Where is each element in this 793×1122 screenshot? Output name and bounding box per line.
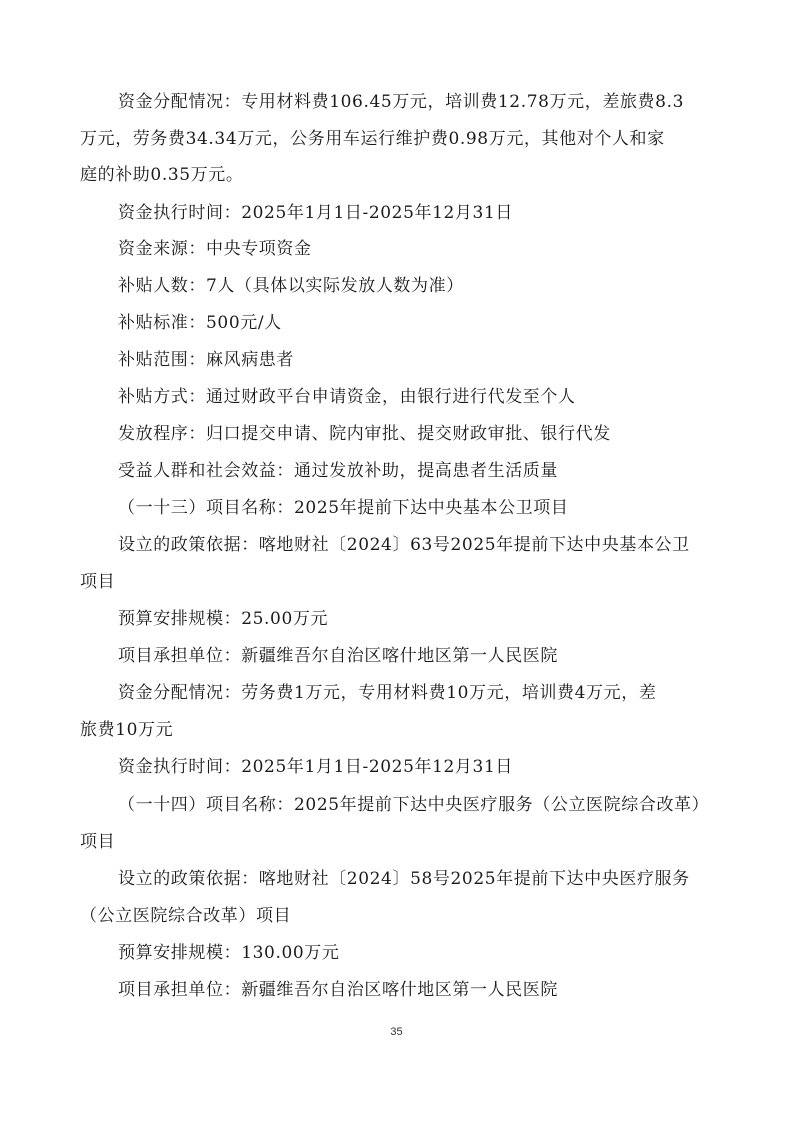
text-line: （公立医院综合改革）项目	[80, 906, 292, 926]
text-line: 项目	[80, 832, 116, 852]
text-line: 资金来源：中央专项资金	[118, 239, 312, 259]
text-line: 项目承担单位：新疆维吾尔自治区喀什地区第一人民医院	[118, 980, 558, 1000]
text-line: 设立的政策依据：喀地财社〔2024〕63号2025年提前下达中央基本公卫	[118, 535, 690, 555]
text-line: 发放程序：归口提交申请、院内审批、提交财政审批、银行代发	[118, 424, 611, 444]
text-line: 补贴标准：500元/人	[118, 313, 282, 333]
text-line: 预算安排规模：130.00万元	[118, 943, 340, 963]
text-line: 万元，劳务费34.34万元，公务用车运行维护费0.98万元，其他对个人和家	[80, 129, 665, 149]
text-line: 项目承担单位：新疆维吾尔自治区喀什地区第一人民医院	[118, 646, 558, 666]
text-line: 受益人群和社会效益：通过发放补助，提高患者生活质量	[118, 461, 558, 481]
text-line: 补贴方式：通过财政平台申请资金，由银行进行代发至个人	[118, 387, 576, 407]
page-number: 35	[390, 1026, 403, 1038]
text-line: 补贴人数：7人（具体以实际发放人数为准）	[118, 276, 464, 296]
text-line: 资金执行时间：2025年1月1日-2025年12月31日	[118, 203, 513, 223]
text-line: 预算安排规模：25.00万元	[118, 609, 329, 629]
text-line: 旅费10万元	[80, 720, 174, 740]
text-line: 补贴范围：麻风病患者	[118, 350, 294, 370]
text-line: 资金分配情况：劳务费1万元，专用材料费10万元，培训费4万元，差	[118, 683, 657, 703]
section-heading: （一十四）项目名称：2025年提前下达中央医疗服务（公立医院综合改革）	[118, 795, 710, 815]
text-line: 设立的政策依据：喀地财社〔2024〕58号2025年提前下达中央医疗服务	[118, 869, 690, 889]
text-line: 资金分配情况：专用材料费106.45万元，培训费12.78万元，差旅费8.3	[118, 92, 684, 112]
text-line: 项目	[80, 572, 116, 592]
text-line: 资金执行时间：2025年1月1日-2025年12月31日	[118, 757, 513, 777]
text-line: 庭的补助0.35万元。	[80, 165, 244, 185]
section-heading: （一十三）项目名称：2025年提前下达中央基本公卫项目	[118, 498, 569, 518]
